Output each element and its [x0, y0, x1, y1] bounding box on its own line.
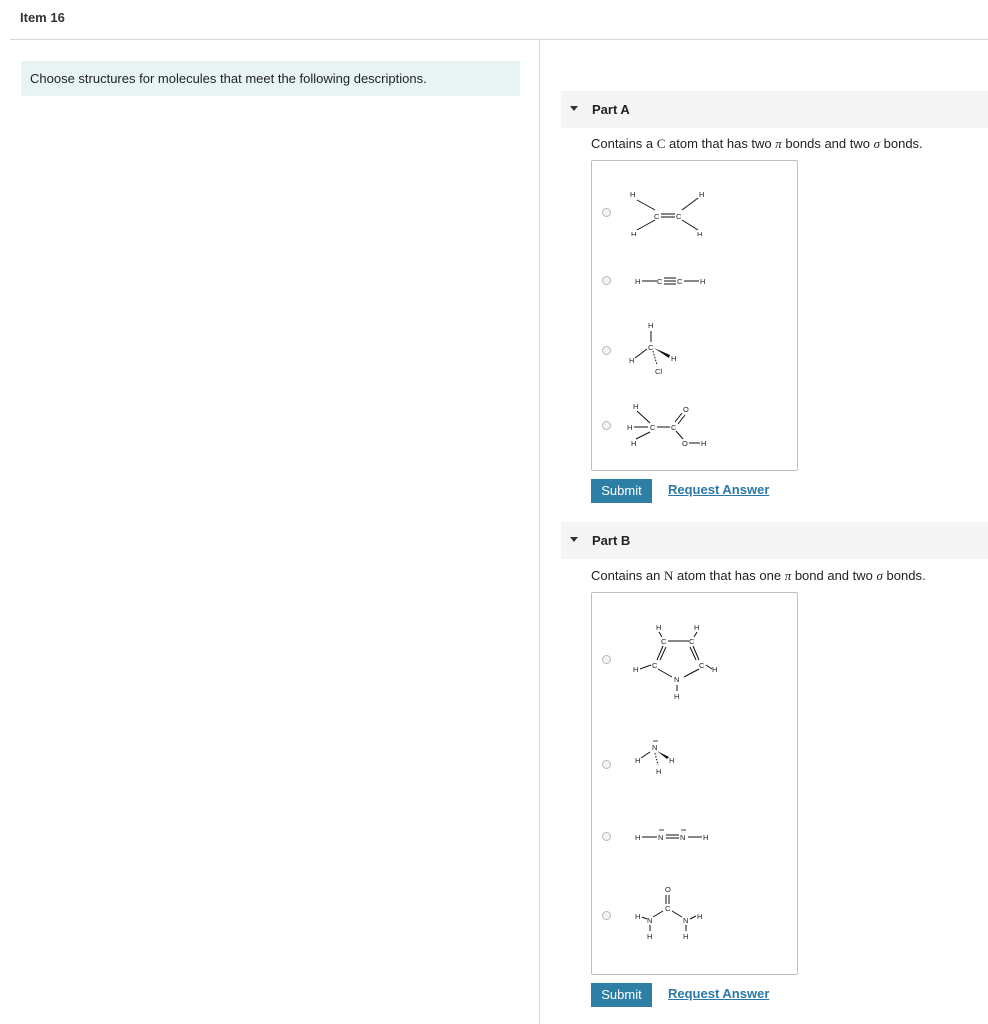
- part-a-submit-button[interactable]: Submit: [591, 479, 652, 503]
- atom-label: H: [656, 767, 662, 776]
- choice-pyrrole[interactable]: [592, 619, 797, 703]
- atom-label: H: [697, 230, 703, 236]
- choice-ammonia[interactable]: [592, 738, 797, 782]
- atom-label: C: [661, 637, 667, 646]
- ethene-structure: [625, 182, 715, 236]
- atom-label: H: [630, 190, 636, 199]
- atom-label: H: [647, 932, 653, 941]
- atom-label: H: [631, 230, 637, 236]
- atom-label: N: [680, 833, 686, 842]
- atom-label: H: [701, 439, 707, 448]
- atom-label: C: [665, 904, 671, 913]
- choice-chloromethane[interactable]: [592, 317, 797, 383]
- atom-label: H: [635, 756, 641, 765]
- choice-acetic-acid[interactable]: [592, 401, 797, 451]
- atom-label: H: [703, 833, 709, 842]
- atom-label: O: [683, 405, 689, 414]
- part-b-choices: [591, 592, 798, 975]
- item-title: Item 16: [20, 10, 65, 25]
- radio-ethyne[interactable]: [602, 276, 611, 285]
- part-b-header[interactable]: [561, 522, 988, 559]
- atom-label: H: [633, 402, 639, 411]
- radio-pyrrole[interactable]: [602, 655, 611, 664]
- pyrrole-structure: [632, 619, 732, 703]
- atom-label: H: [694, 623, 700, 632]
- choice-ethene[interactable]: [592, 177, 797, 237]
- atom-label: C: [677, 277, 683, 286]
- ammonia-structure: [632, 738, 692, 782]
- atom-label: H: [627, 423, 633, 432]
- atom-label: H: [699, 190, 705, 199]
- atom-label: Cl: [655, 367, 663, 376]
- part-a-request-answer-link[interactable]: Request Answer: [668, 482, 770, 497]
- atom-label: H: [629, 356, 635, 365]
- intro-instructions: Choose structures for molecules that meet the following descriptions.: [21, 61, 520, 96]
- atom-label: N: [652, 743, 658, 752]
- atom-label: C: [699, 661, 705, 670]
- atom-label: H: [635, 833, 641, 842]
- caret-down-icon[interactable]: [570, 106, 578, 111]
- atom-label: N: [647, 916, 653, 925]
- part-a-title: Part A: [592, 102, 630, 117]
- atom-label: H: [671, 354, 677, 363]
- header-divider: [10, 39, 988, 40]
- acetic-acid-structure: [622, 401, 722, 451]
- part-a-header[interactable]: [561, 91, 988, 128]
- chloromethane-structure: [622, 317, 692, 383]
- atom-label: H: [683, 932, 689, 941]
- atom-label: H: [635, 277, 641, 286]
- atom-label: H: [700, 277, 706, 286]
- part-a-choices: [591, 160, 798, 471]
- atom-label: O: [682, 439, 688, 448]
- caret-down-icon[interactable]: [570, 537, 578, 542]
- atom-label: N: [674, 675, 680, 684]
- radio-urea[interactable]: [602, 911, 611, 920]
- atom-label: C: [654, 212, 660, 221]
- atom-label: C: [652, 661, 658, 670]
- choice-ethyne[interactable]: [592, 269, 797, 291]
- radio-diazene[interactable]: [602, 832, 611, 841]
- column-divider: [539, 40, 540, 1024]
- atom-label: H: [631, 439, 637, 448]
- part-a-prompt: Contains a C atom that has two π bonds and two σ bonds.: [591, 136, 923, 151]
- atom-label: N: [683, 916, 689, 925]
- atom-label: C: [676, 212, 682, 221]
- atom-label: H: [697, 912, 703, 921]
- choice-diazene[interactable]: [592, 825, 797, 847]
- atom-label: H: [712, 665, 718, 674]
- atom-label: C: [671, 423, 677, 432]
- atom-label: H: [669, 756, 675, 765]
- atom-label: H: [656, 623, 662, 632]
- part-b-submit-button[interactable]: Submit: [591, 983, 652, 1007]
- atom-label: H: [674, 692, 680, 701]
- atom-label: C: [689, 637, 695, 646]
- atom-label: C: [648, 343, 654, 352]
- radio-ammonia[interactable]: [602, 760, 611, 769]
- choice-urea[interactable]: [592, 881, 797, 943]
- atom-label: H: [635, 912, 641, 921]
- part-b-request-answer-link[interactable]: Request Answer: [668, 986, 770, 1001]
- radio-ethene[interactable]: [602, 208, 611, 217]
- atom-label: C: [650, 423, 656, 432]
- ethyne-structure: [632, 269, 722, 291]
- part-b-prompt: Contains an N atom that has one π bond and two σ bonds.: [591, 568, 926, 583]
- atom-label: N: [658, 833, 664, 842]
- part-b-title: Part B: [592, 533, 631, 548]
- atom-label: H: [648, 321, 654, 330]
- atom-label: H: [633, 665, 639, 674]
- radio-acetic-acid[interactable]: [602, 421, 611, 430]
- atom-label: O: [665, 885, 671, 894]
- radio-chloromethane[interactable]: [602, 346, 611, 355]
- atom-label: C: [657, 277, 663, 286]
- urea-structure: [630, 881, 720, 943]
- diazene-structure: [632, 825, 722, 847]
